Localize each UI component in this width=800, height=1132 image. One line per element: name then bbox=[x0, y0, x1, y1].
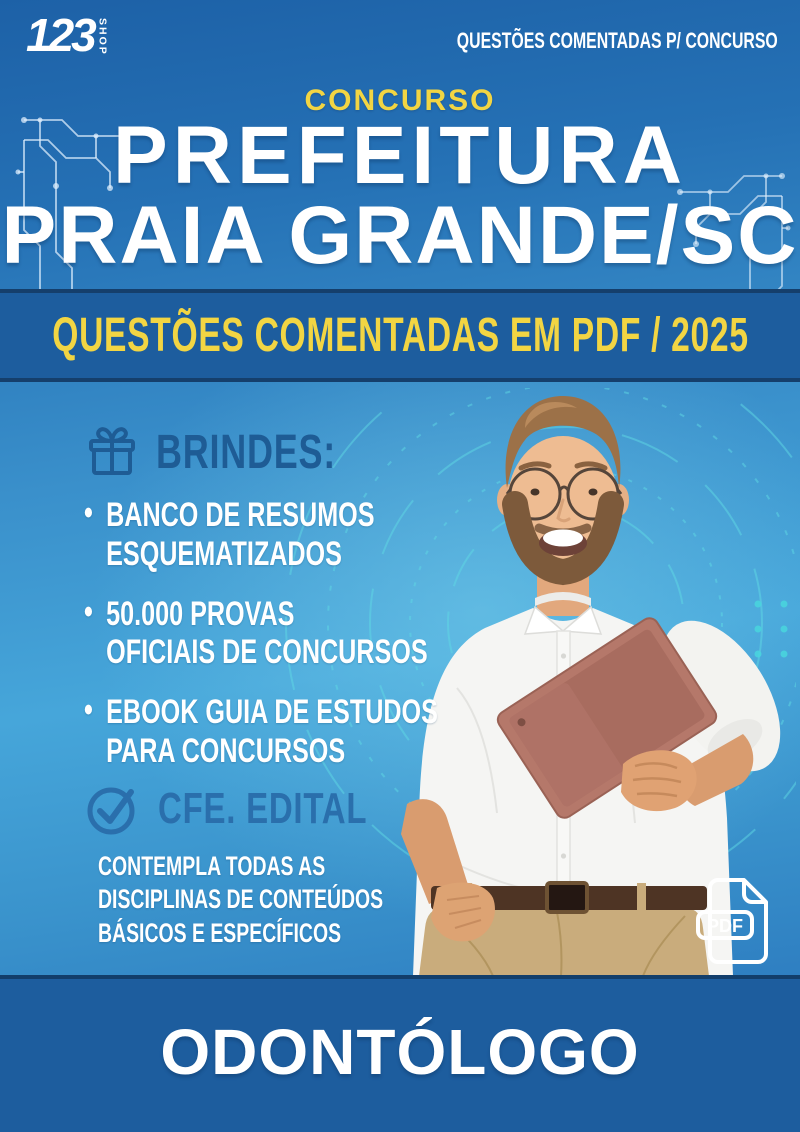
gift-icon bbox=[84, 424, 140, 480]
brindes-list bbox=[84, 496, 439, 792]
dots-pattern bbox=[748, 596, 800, 662]
edital-text: CONTEMPLA TODAS AS DISCIPLINAS DE CONTEÚDOS BÁSICOS E ESPECÍFICOS bbox=[98, 851, 384, 948]
bullet-dot: • bbox=[84, 691, 93, 729]
pdf-banner bbox=[0, 289, 800, 382]
logo-number: 123 bbox=[26, 9, 94, 61]
pdf-file-icon bbox=[692, 874, 776, 966]
logo-shop-label: SHOP bbox=[96, 18, 109, 56]
check-circle-icon bbox=[84, 780, 142, 838]
footer-band bbox=[0, 975, 800, 1132]
brindes-heading-label: BRINDES: bbox=[156, 425, 337, 479]
list-item: • BANCO DE RESUMOS ESQUEMATIZADOS bbox=[84, 494, 375, 573]
brindes-heading bbox=[84, 424, 396, 480]
title-line-1: PREFEITURA bbox=[113, 110, 687, 201]
list-item: • EBOOK GUIA DE ESTUDOS PARA CONCURSOS bbox=[84, 691, 438, 770]
footer-role: ODONTÓLOGO bbox=[160, 1015, 640, 1088]
page-title bbox=[0, 110, 800, 281]
edital-heading bbox=[84, 780, 437, 838]
pdf-label: PDF bbox=[707, 916, 743, 936]
title-line-2: PRAIA GRANDE/SC bbox=[1, 189, 799, 281]
edital-heading-label: CFE. EDITAL bbox=[158, 784, 368, 833]
top-tagline: QUESTÕES COMENTADAS P/ CONCURSO bbox=[457, 28, 778, 53]
bullet-dot: • bbox=[84, 592, 93, 631]
kicker: CONCURSO bbox=[304, 84, 496, 117]
brand-logo bbox=[26, 9, 109, 61]
bullet-dot: • bbox=[84, 494, 93, 532]
list-item: • 50.000 PROVAS OFICIAIS DE CONCURSOS bbox=[84, 592, 428, 672]
pdf-banner-text: QUESTÕES COMENTADAS EM PDF / 2025 bbox=[51, 309, 749, 362]
